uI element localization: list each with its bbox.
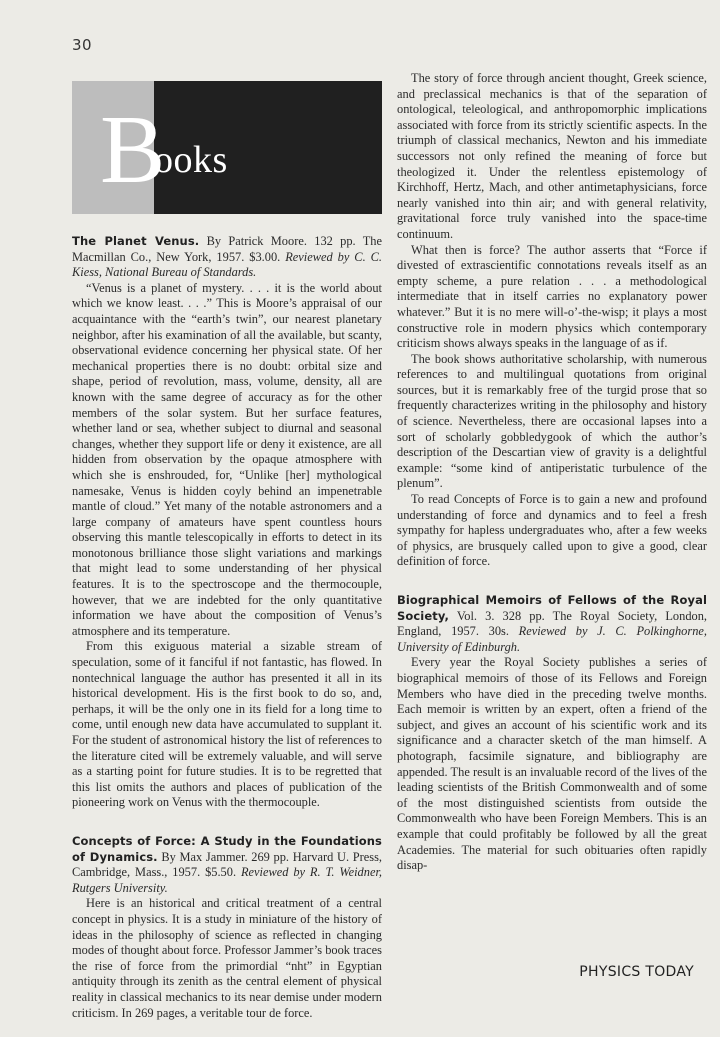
paragraph: To read Concepts of Force is to gain a new and profound understanding of force and dynamics and to feel a fresh sympathy for hapless undergraduates who, after a few weeks of physics, are brusquely called upon to give a good, clear definition of force. xyxy=(397,492,707,569)
review-citation: By Max Jammer. 269 pp. Harvard U. Press, Cambridge, Mass., 1957. $5.50. xyxy=(72,849,382,880)
review-heading: The Planet Venus. xyxy=(72,234,200,248)
left-column xyxy=(72,234,382,1021)
paragraph: What then is force? The author asserts that “Force if divested of extrascientific connotations reveals itself as an empty scheme, a pure relation . . . a methodological intermediate that in itself carries no explanatory power whatever.” But it is no mere will-o’-the-wisp; it plays a most constructive role in modern physics which contemporary criticism shows always speaks in the language of as if. xyxy=(397,242,707,351)
review-header-venus xyxy=(72,234,382,281)
paragraph: The book shows authoritative scholarship, with numerous references to and multilingual quotations from original sources, but it is remarkably free of the turgid prose that so frequently characterizes writing in the philosophy and history of science. Nevertheless, there are occasional lapses into a sort of scholarly gobbledygook of which the author’s description of the Descartian view of gravity is a delightful example: “some kind of antiperistatic turbulence of the plenum”. xyxy=(397,351,707,491)
page-number: 30 xyxy=(72,36,93,54)
paragraph: Here is an historical and critical treatment of a central concept in physics. It is a study in miniature of the history of ideas in the philosophy of science as reflected in changing modes of thought about force. Professor Jammer’s book traces the rise of force from the primordial “nht” in Egyptian antiquity through its zenith as the central element of physical reality in classical mechanics to its near demise under modern criticism. In 269 pages, a veritable tour de force. xyxy=(72,896,382,1020)
paragraph: The story of force through ancient thought, Greek science, and preclassical mechanics is that of the separation of ontological, teleological, and anthropomorphic implications associated with force from its strictly scientific aspects. In the triumph of classical mechanics, Newton and his immediate successors not only refined the meaning of force but theologized it. Under the relentless epistemology of Kirchhoff, Hertz, Mach, and other antimetaphysicians, force nearly vanished into thin air; and with general relativity, gravitational force truly vanished into the space-time continuum. xyxy=(397,71,707,241)
banner-initial: B xyxy=(100,96,166,204)
banner-title-rest: ooks xyxy=(154,139,228,181)
review-reviewer: Reviewed by C. C. Kiess, National Bureau of Standards. xyxy=(72,249,382,280)
right-column xyxy=(397,71,707,874)
books-section-banner xyxy=(72,81,382,214)
review-reviewer: Reviewed by R. T. Weidner, Rutgers University. xyxy=(72,865,382,895)
review-header-concepts-of-force xyxy=(72,834,382,896)
review-citation: By Patrick Moore. 132 pp. The Macmillan Co., New York, 1957. $3.00. xyxy=(72,234,382,264)
review-header-royal-society xyxy=(397,593,707,655)
footer-journal-name: PHYSICS TODAY xyxy=(579,964,694,980)
review-citation: Vol. 3. 328 pp. The Royal Society, London, England, 1957. 30s. xyxy=(397,608,708,639)
review-reviewer: Reviewed by J. C. Polkinghorne, University of Edinburgh. xyxy=(397,624,707,654)
paragraph: From this exiguous material a sizable stream of speculation, some of it fanciful if not fantastic, has flowed. In nontechnical language the author has presented it all in its historical development. His is the first book to do so, and, perhaps, it will be the only one in its field for a long time to come, until enough new data have accumulated to supplant it. For the student of astronomical history the list of references to the literature cited will be extremely valuable, and will serve as a starting point for future studies. It is to be regretted that this list omits the authors and places of publication of the pioneering work on Venus with the thermocouple. xyxy=(72,639,382,810)
paragraph: “Venus is a planet of mystery. . . . it is the world about which we know least. . . .” This is Moore’s appraisal of our acquaintance with the “earth’s twin”, our nearest planetary neighbor, after his examination of all the available, but scanty, observational evidence concerning her physical state. Of her mechanical properties there is no doubt: orbital size and shape, period of revolution, mass, volume, density, all are known with the same degree of accuracy as for the other members of the solar system. But her surface features, whether land or sea, whether subject to diurnal and seasonal changes, whether they support life or deny it existence, are all hidden from observation by the opaque atmosphere with which she is enshrouded, for, “Unlike [her] mythological namesake, Venus is hidden coyly behind an impenetrable mantle of cloud.” Yet many of the notable astronomers and a large company of amateurs have spent countless hours observing this mantle telescopically in efforts to detect in its monotonous brilliance those slight variations and markings that might lead to some understanding of her physical features. It is to the spectroscope and the thermocouple, however, that we are indebted for the only quantitative information we have about the composition of Venus’s atmosphere and its temperature. xyxy=(72,280,382,638)
review-heading: Biographical Memoirs of Fellows of the Royal Society, xyxy=(397,593,707,623)
paragraph: Every year the Royal Society publishes a series of biographical memoirs of those of its Fellows and Foreign Members who have died in the preceding twelve months. Each memoir is written by an expert, often a friend of the subject, and gives an account of his scientific work and its significance and a character sketch of the man himself. A photograph, facsimile signature, and bibliography are appended. The result is an invaluable record of the lives of the leading scientists of the British Commonwealth and of some of the most distinguished scientists from outside the Commonwealth who have been Foreign Members. This is an example that could profitably be followed by all the great Academies. The material for such obituaries often rapidly disap- xyxy=(397,655,707,873)
review-heading: Concepts of Force: A Study in the Foundations of Dynamics. xyxy=(72,833,382,864)
